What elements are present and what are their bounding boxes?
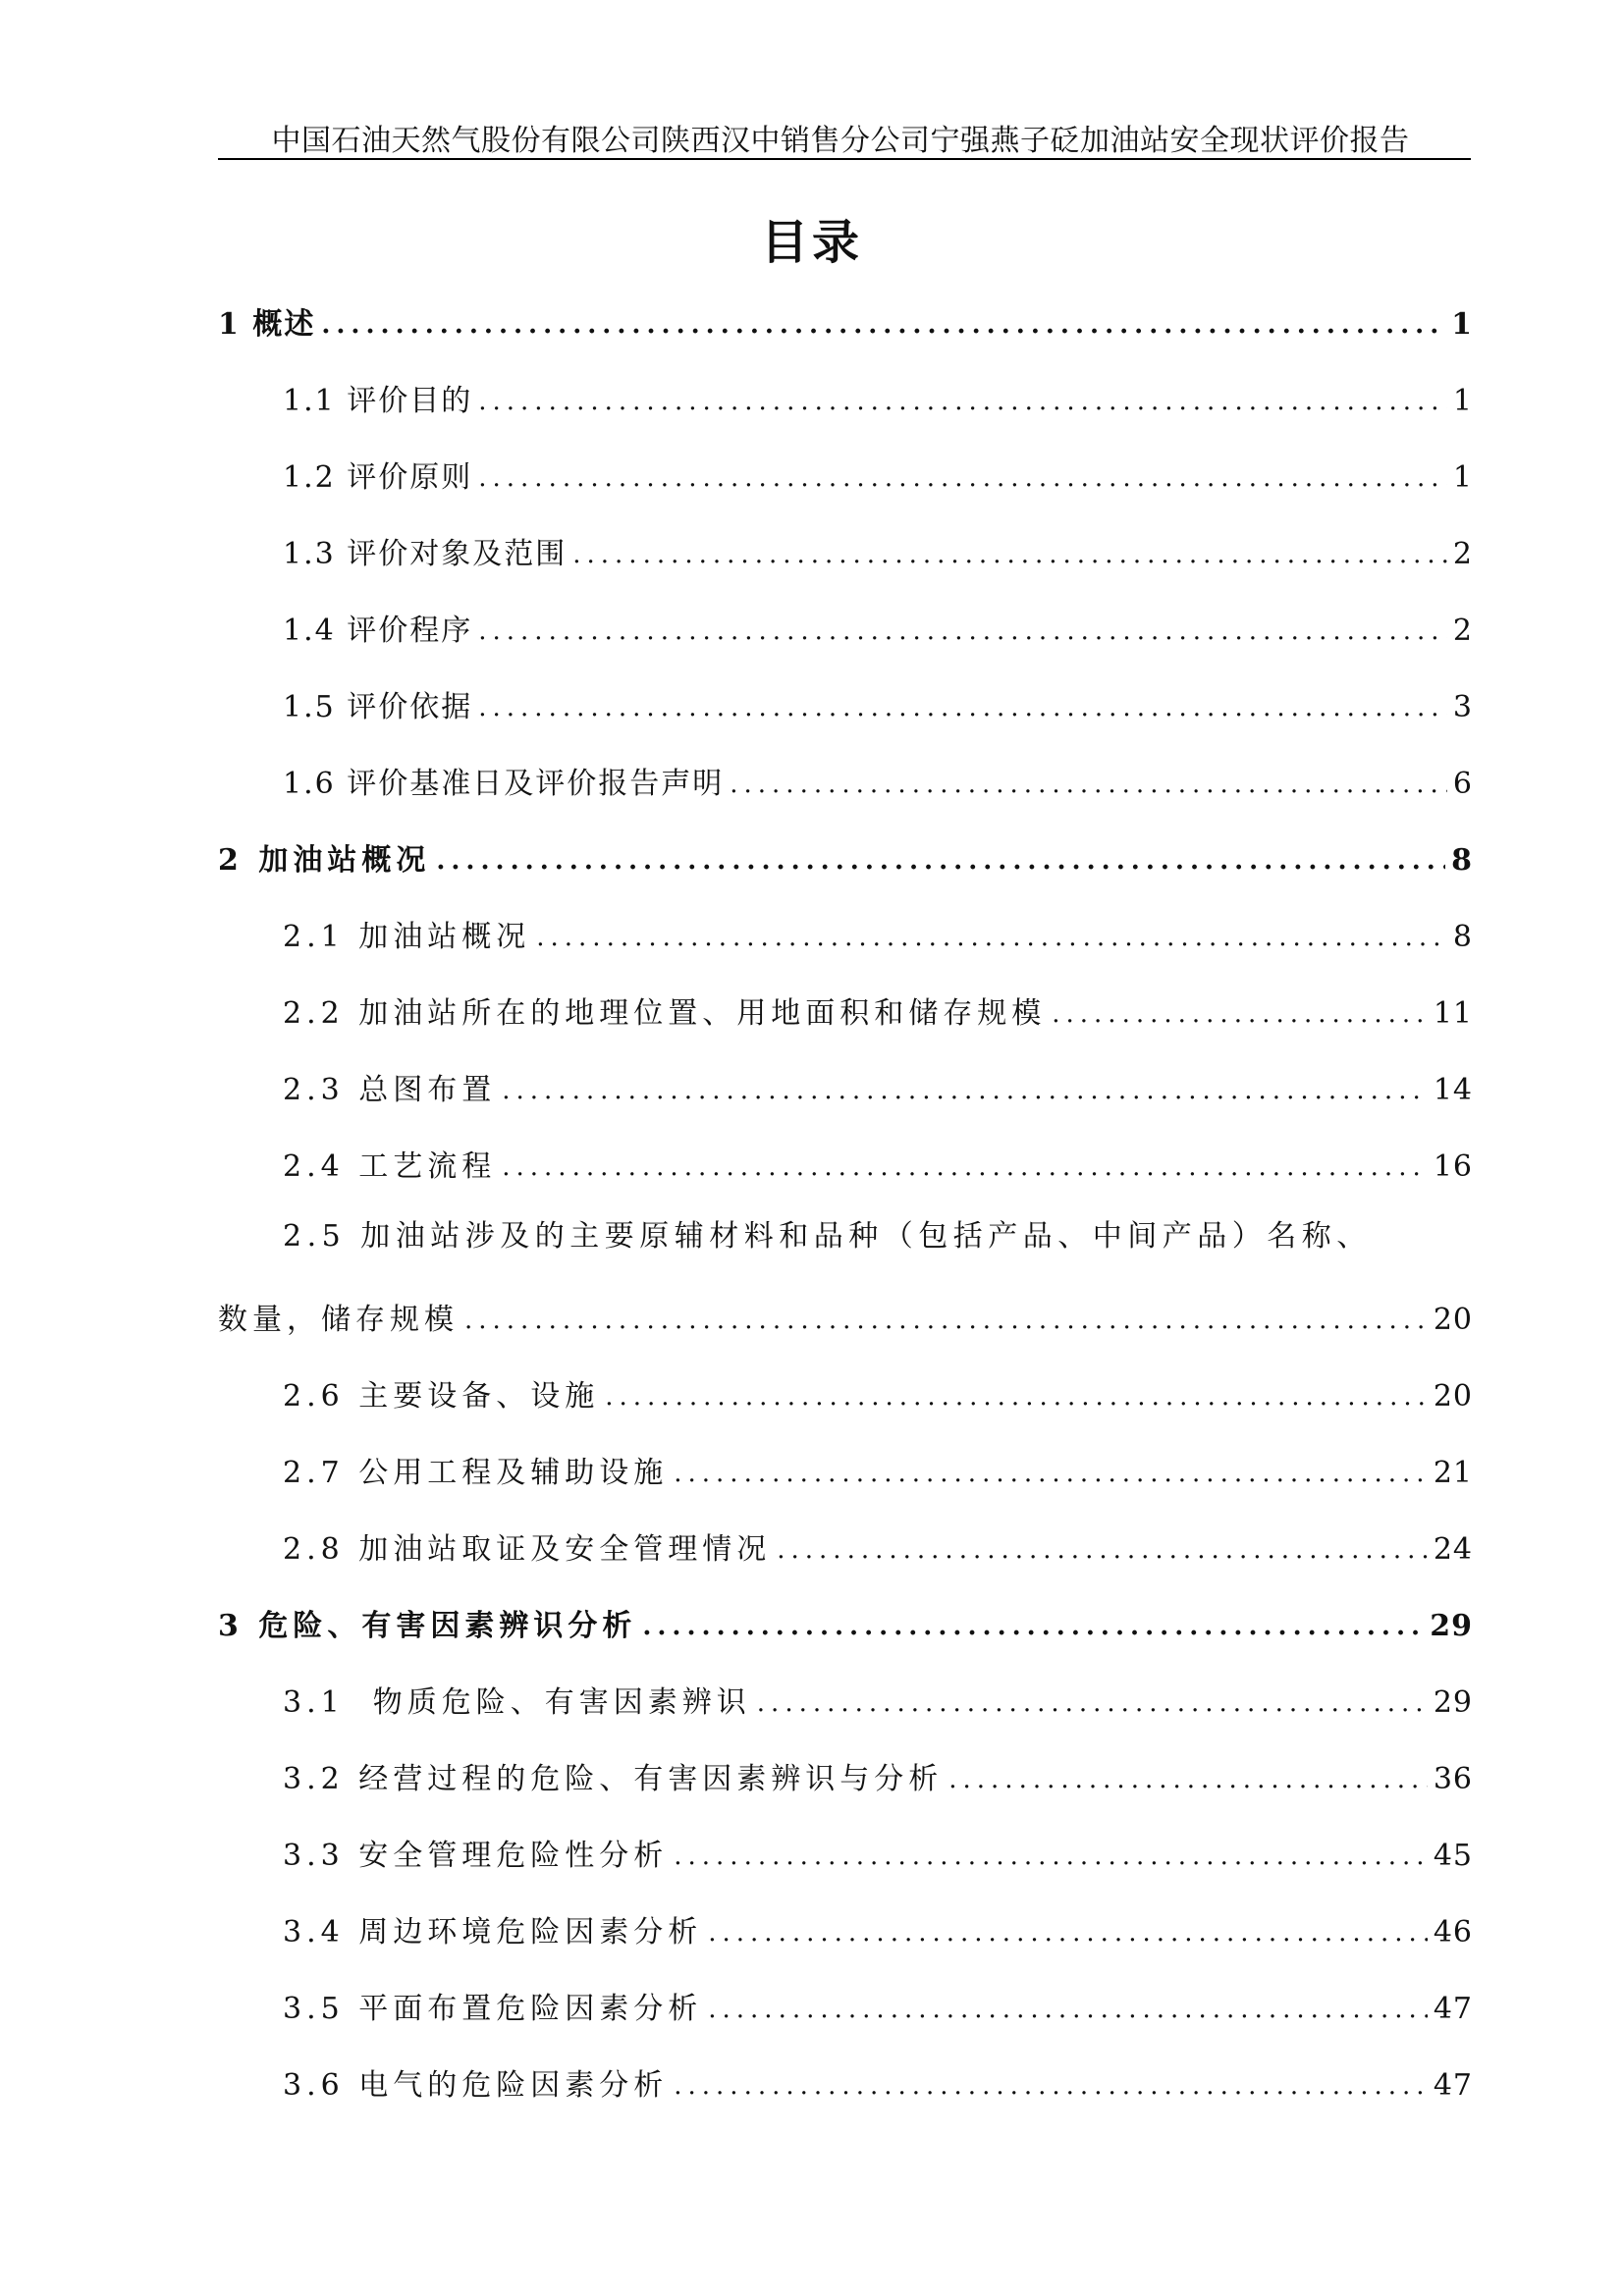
- toc-leader-dots: [674, 1461, 1428, 1488]
- toc-page-number: 11: [1433, 996, 1473, 1031]
- toc-entry-2-5-line1[interactable]: 2.5 加油站涉及的主要原辅材料和品种（包括产品、中间产品）名称、: [283, 1219, 1372, 1254]
- toc-leader-dots: [478, 389, 1447, 416]
- toc-entry-1-3[interactable]: [283, 526, 1473, 569]
- toc-page-number: 29: [1430, 1609, 1473, 1643]
- toc-page-number: 1: [1451, 307, 1473, 342]
- toc-leader-dots: [708, 1920, 1428, 1948]
- toc-entry-label: 3.2 经营过程的危险、有害因素辨识与分析: [283, 1762, 944, 1796]
- toc-leader-dots: [674, 2073, 1428, 2101]
- toc-entry-label: 2.2 加油站所在的地理位置、用地面积和储存规模: [283, 996, 1047, 1031]
- toc-page-number: 29: [1433, 1685, 1473, 1720]
- toc-page-number: 46: [1433, 1915, 1473, 1949]
- toc-page-number: 8: [1451, 843, 1473, 878]
- toc-entry-label: 1.2 评价原则: [283, 460, 473, 495]
- toc-page-number: 1: [1452, 460, 1473, 495]
- toc-leader-dots: [730, 772, 1447, 799]
- toc-entry-label: 1.4 评价程序: [283, 614, 473, 648]
- toc-leader-dots: [674, 1843, 1428, 1871]
- toc-entry-1-1[interactable]: [283, 373, 1473, 416]
- toc-leader-dots: [642, 1614, 1424, 1641]
- toc-entry-label: 2.1 加油站概况: [283, 920, 531, 954]
- toc-entry-label: 3.5 平面布置危险因素分析: [283, 1992, 703, 2026]
- toc-entry-label: 数量，储存规模: [218, 1303, 459, 1337]
- toc-entry-label: 3.6 电气的危险因素分析: [283, 2068, 669, 2103]
- toc-page-number: 6: [1452, 767, 1473, 801]
- toc-entry-1[interactable]: [218, 296, 1473, 340]
- toc-leader-dots: [948, 1767, 1428, 1794]
- toc-entry-2-8[interactable]: [283, 1522, 1473, 1565]
- toc-entry-2-5[interactable]: [218, 1292, 1473, 1335]
- toc-entry-label: 2 加油站概况: [218, 843, 431, 878]
- toc-page-number: 16: [1433, 1149, 1473, 1184]
- toc-leader-dots: [436, 848, 1445, 876]
- toc-entry-label: 3.4 周边环境危险因素分析: [283, 1915, 703, 1949]
- toc-entry-label: 3.3 安全管理危险性分析: [283, 1839, 669, 1873]
- toc-leader-dots: [478, 618, 1447, 646]
- toc-leader-dots: [1052, 1001, 1428, 1029]
- toc-entry-2-3[interactable]: [283, 1062, 1473, 1105]
- toc-entry-3[interactable]: [218, 1598, 1473, 1641]
- toc-entry-label: 1.6 评价基准日及评价报告声明: [283, 767, 725, 801]
- toc-entry-label: 2.4 工艺流程: [283, 1149, 497, 1184]
- toc-entry-2-4[interactable]: [283, 1139, 1473, 1182]
- toc-page-number: 20: [1433, 1379, 1473, 1414]
- toc-entry-label: 2.6 主要设备、设施: [283, 1379, 600, 1414]
- toc-leader-dots: [478, 695, 1447, 722]
- toc-entry-label: 3.1 物质危险、有害因素辨识: [283, 1685, 751, 1720]
- toc-entry-1-5[interactable]: [283, 679, 1473, 722]
- toc-entry-label: 3 危险、有害因素辨识分析: [218, 1609, 637, 1643]
- toc-page-number: 45: [1433, 1839, 1473, 1873]
- toc-entry-3-5[interactable]: [283, 1981, 1473, 2024]
- toc-leader-dots: [478, 465, 1447, 493]
- toc-entry-1-4[interactable]: [283, 603, 1473, 646]
- toc-entry-2-2[interactable]: [283, 986, 1473, 1029]
- header-rule: [218, 158, 1471, 160]
- toc-page-number: 2: [1452, 537, 1473, 571]
- running-header: 中国石油天然气股份有限公司陕西汉中销售分公司宁强燕子砭加油站安全现状评价报告: [271, 124, 1410, 158]
- toc-page-number: 3: [1452, 690, 1473, 724]
- toc-entry-2-7[interactable]: [283, 1445, 1473, 1488]
- toc-leader-dots: [502, 1078, 1428, 1105]
- toc-entry-label: 1.3 评价对象及范围: [283, 537, 568, 571]
- toc-leader-dots: [464, 1308, 1428, 1335]
- toc-page-number: 47: [1433, 2068, 1473, 2103]
- toc-page-number: 20: [1433, 1303, 1473, 1337]
- toc-entry-label: 1.1 评价目的: [283, 384, 473, 418]
- toc-page-number: 36: [1433, 1762, 1473, 1796]
- toc-entry-label: 2.3 总图布置: [283, 1073, 497, 1107]
- toc-page-number: 8: [1452, 920, 1473, 954]
- toc-page-number: 47: [1433, 1992, 1473, 2026]
- toc-entry-2-6[interactable]: [283, 1368, 1473, 1412]
- toc-page-number: 14: [1433, 1073, 1473, 1107]
- toc-entry-label: 1.5 评价依据: [283, 690, 473, 724]
- toc-entry-label: 2.8 加油站取证及安全管理情况: [283, 1532, 772, 1567]
- toc-entry-3-2[interactable]: [283, 1751, 1473, 1794]
- toc-page-number: 24: [1433, 1532, 1473, 1567]
- toc-entry-label: 2.7 公用工程及辅助设施: [283, 1456, 669, 1490]
- toc-entry-label: 1 概述: [218, 307, 316, 342]
- toc-page-number: 21: [1433, 1456, 1473, 1490]
- toc-entry-1-2[interactable]: [283, 450, 1473, 493]
- toc-page-number: 1: [1452, 384, 1473, 418]
- toc-entry-2[interactable]: [218, 832, 1473, 876]
- toc-title: 目录: [760, 215, 863, 270]
- toc-leader-dots: [708, 1997, 1428, 2024]
- toc-entry-3-4[interactable]: [283, 1904, 1473, 1948]
- toc-entry-2-1[interactable]: [283, 909, 1473, 952]
- toc-leader-dots: [536, 925, 1447, 952]
- toc-entry-1-6[interactable]: [283, 756, 1473, 799]
- toc-entry-3-6[interactable]: [283, 2057, 1473, 2101]
- toc-leader-dots: [777, 1537, 1428, 1565]
- toc-leader-dots: [502, 1154, 1428, 1182]
- toc-entry-3-1[interactable]: [283, 1675, 1473, 1718]
- toc-page-number: 2: [1452, 614, 1473, 648]
- toc-entry-3-3[interactable]: [283, 1828, 1473, 1871]
- toc-leader-dots: [572, 542, 1447, 569]
- toc-leader-dots: [605, 1384, 1428, 1412]
- toc-leader-dots: [757, 1690, 1428, 1718]
- toc-leader-dots: [321, 312, 1445, 340]
